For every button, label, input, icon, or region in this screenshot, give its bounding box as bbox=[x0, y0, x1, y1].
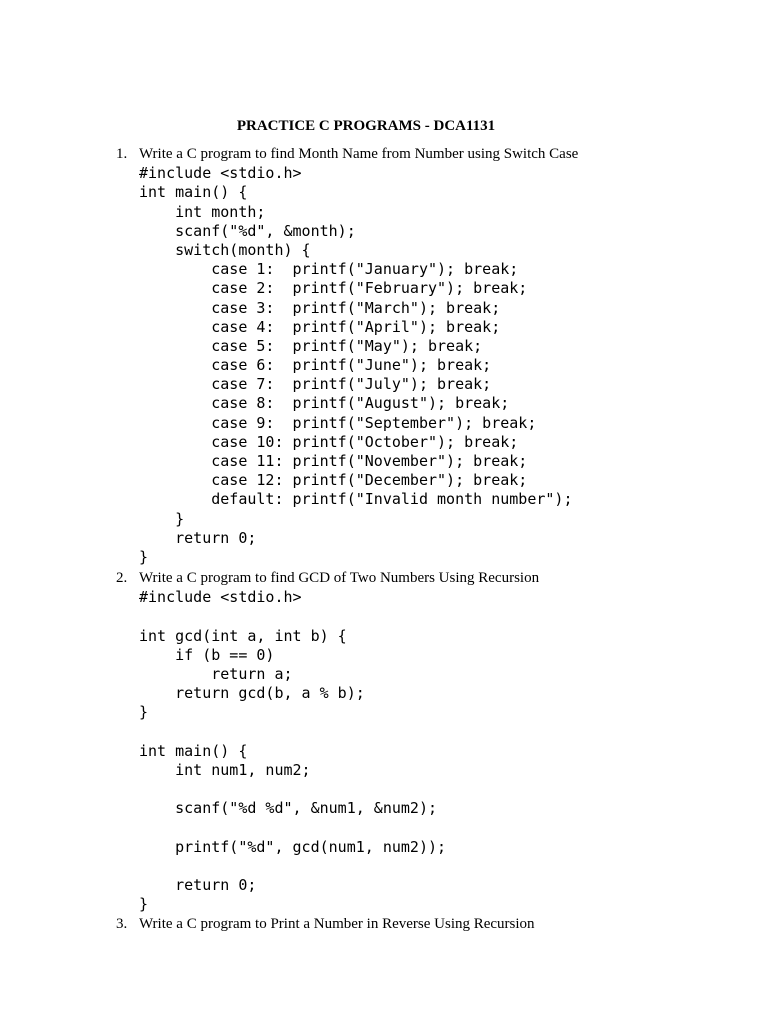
code-line bbox=[139, 857, 446, 876]
code-line: #include <stdio.h> bbox=[139, 588, 302, 607]
code-block bbox=[139, 164, 572, 567]
code-line: case 8: printf("August"); break; bbox=[139, 394, 510, 413]
code-line: case 11: printf("November"); break; bbox=[139, 452, 528, 470]
code-line: case 7: printf("July"); break; bbox=[139, 375, 492, 394]
code-line: switch(month) { bbox=[139, 240, 311, 259]
code-line: case 4: printf("April"); break; bbox=[139, 317, 501, 336]
question-text: Write a C program to Print a Number in Reverse Using Recursion bbox=[139, 916, 535, 932]
question-number: 3. bbox=[116, 916, 128, 932]
code-line: return a; bbox=[139, 664, 293, 683]
code-line: } bbox=[139, 703, 149, 722]
code-line: case 12: printf("December"); break; bbox=[139, 471, 528, 490]
code-line: scanf("%d %d", &num1, &num2); bbox=[139, 799, 438, 818]
code-block bbox=[139, 588, 446, 914]
code-line: int month; bbox=[139, 202, 266, 221]
document-title: PRACTICE C PROGRAMS - DCA1131 bbox=[236, 118, 496, 134]
code-line: int num1, num2; bbox=[139, 760, 311, 779]
question-text: Write a C program to find Month Name from Number using Switch Case bbox=[139, 146, 579, 162]
code-line: case 3: printf("March"); break; bbox=[139, 298, 501, 317]
code-line: case 2: printf("February"); break; bbox=[139, 279, 528, 298]
code-line: return gcd(b, a % b); bbox=[139, 684, 365, 703]
code-line: int main() { bbox=[139, 741, 248, 760]
code-line: int main() { bbox=[139, 183, 248, 202]
code-line: printf("%d", gcd(num1, num2)); bbox=[139, 837, 447, 856]
code-line: } bbox=[139, 547, 149, 566]
code-line: } bbox=[139, 509, 185, 528]
code-line: } bbox=[139, 895, 149, 914]
code-line: if (b == 0) bbox=[139, 645, 275, 664]
code-line: int gcd(int a, int b) { bbox=[139, 626, 347, 645]
question-text: Write a C program to find GCD of Two Numbers Using Recursion bbox=[139, 570, 540, 586]
code-line: default: printf("Invalid month number"); bbox=[139, 490, 573, 509]
code-line bbox=[139, 723, 446, 742]
code-line bbox=[139, 818, 446, 837]
code-line: case 1: printf("January"); break; bbox=[139, 260, 519, 279]
code-line: #include <stdio.h> bbox=[139, 164, 302, 183]
question-number: 1. bbox=[116, 146, 128, 162]
code-line bbox=[139, 607, 446, 626]
code-line: return 0; bbox=[139, 528, 257, 547]
code-line: case 10: printf("October"); break; bbox=[139, 432, 519, 451]
question-number: 2. bbox=[116, 570, 128, 586]
code-line: case 5: printf("May"); break; bbox=[139, 336, 483, 355]
code-line: case 6: printf("June"); break; bbox=[139, 356, 492, 375]
code-line: case 9: printf("September"); break; bbox=[139, 413, 537, 432]
code-line: scanf("%d", &month); bbox=[139, 221, 356, 240]
code-line bbox=[139, 780, 446, 799]
code-line: return 0; bbox=[139, 876, 257, 894]
